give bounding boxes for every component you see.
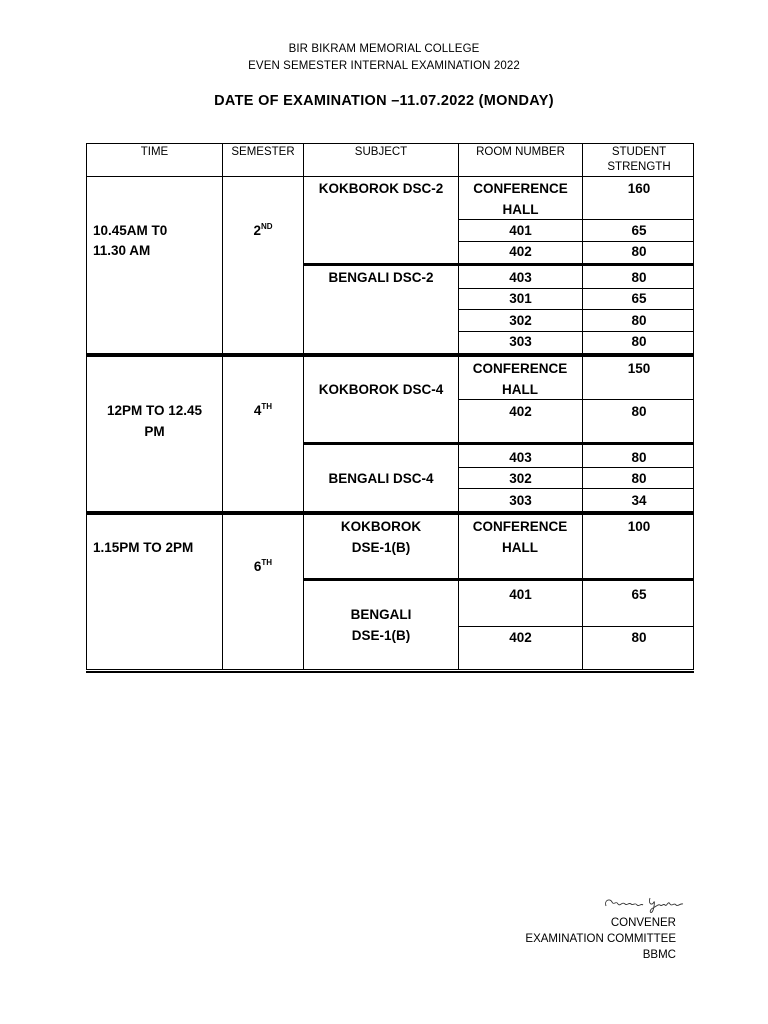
student-strength: 80 [631,334,647,349]
time-slot-cont: PM [144,424,165,439]
room-number: CONFERENCE HALL [472,519,568,555]
semester-value: 6TH [253,558,273,574]
student-strength: 80 [631,313,647,328]
student-strength: 65 [631,587,647,602]
time-slot: 12PM TO 12.45 [106,403,203,418]
room-number: 302 [509,471,532,486]
room-number: 303 [509,334,532,349]
exam-name: EVEN SEMESTER INTERNAL EXAMINATION 2022 [248,60,520,72]
room-number: 401 [509,587,532,602]
exam-block-2 [86,356,694,512]
room-number: 401 [509,223,532,238]
semester-value: 2ND [253,222,273,238]
semester-value: 4TH [253,402,273,418]
col-header-room: ROOM NUMBER [476,146,565,158]
signatory-committee: EXAMINATION COMMITTEE [525,933,676,945]
room-number: 301 [509,291,532,306]
room-number: 402 [509,630,532,645]
col-header-strength: STUDENT STRENGTH [607,146,671,173]
student-strength: 100 [627,519,651,534]
room-number: 302 [509,313,532,328]
student-strength: 80 [631,630,647,645]
room-number: 402 [509,404,532,419]
room-number: 303 [509,493,532,508]
subject-name: BENGALI [350,607,412,622]
student-strength: 65 [631,291,647,306]
time-slot: 10.45AM T0 [93,223,168,238]
student-strength: 80 [631,450,647,465]
student-strength: 80 [631,404,647,419]
student-strength: 80 [631,471,647,486]
exam-block-3 [86,514,694,670]
subject-name-cont: DSE-1(B) [351,628,411,643]
subject-name: KOKBOROK [340,519,422,534]
signatory-institution: BBMC [642,949,676,961]
table-header-row [86,143,694,177]
student-strength: 160 [627,181,651,196]
subject-name: BENGALI DSC-4 [328,471,434,486]
room-number: 403 [509,450,532,465]
subject-name: BENGALI DSC-2 [328,270,434,285]
col-header-subject: SUBJECT [354,146,408,158]
student-strength: 34 [631,493,647,508]
exam-block-1 [86,176,694,354]
time-slot-cont: 11.30 AM [93,243,151,258]
exam-date-title: DATE OF EXAMINATION –11.07.2022 (MONDAY) [214,93,554,109]
college-name: BIR BIKRAM MEMORIAL COLLEGE [288,43,480,55]
subject-name: KOKBOROK DSC-2 [318,181,444,196]
table-bottom-rule [86,671,694,673]
signature-image [600,892,690,916]
signatory-title: CONVENER [610,917,676,929]
time-slot: 1.15PM TO 2PM [93,540,194,555]
student-strength: 150 [627,361,651,376]
subject-name: KOKBOROK DSC-4 [318,382,444,397]
col-header-time: TIME [140,146,169,158]
room-number: CONFERENCE HALL [472,361,568,397]
col-header-semester: SEMESTER [231,146,295,158]
student-strength: 80 [631,270,647,285]
room-number: CONFERENCE HALL [473,181,568,217]
student-strength: 65 [631,223,647,238]
room-number: 402 [509,244,532,259]
room-number: 403 [509,270,532,285]
student-strength: 80 [631,244,647,259]
subject-name-cont: DSE-1(B) [351,540,411,555]
